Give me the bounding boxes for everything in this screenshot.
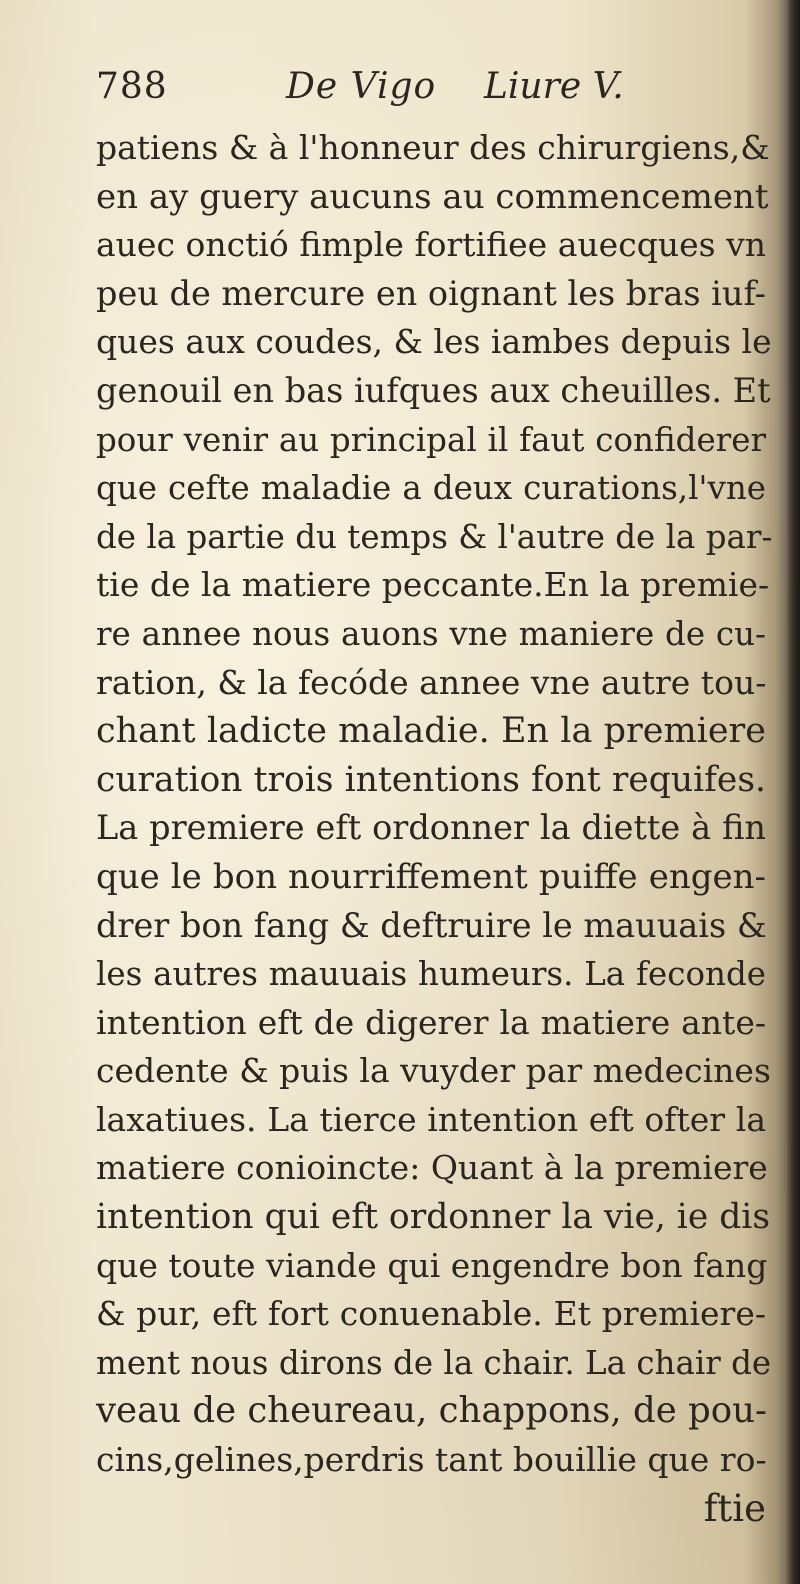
text-line: intention qui eft ordonner la vie, ie dis: [96, 1197, 771, 1238]
text-line: re annee nous auons vne maniere de cu-: [96, 614, 766, 653]
text-line: les autres mauuais humeurs. La feconde: [96, 955, 766, 994]
text-line: curation trois intentions font requifes.: [96, 759, 766, 800]
text-line: cins,gelines,perdris tant bouillie que ro-: [96, 1440, 767, 1480]
body-text: [96, 124, 772, 1533]
text-line: tie de la matiere peccante.En la premie-: [96, 565, 770, 605]
text-line: intention eft de digerer la matiere ante-: [96, 1002, 766, 1042]
text-line: que toute viande qui engendre bon fang: [96, 1245, 768, 1285]
text-line: chant ladicte maladie. En la premiere: [96, 711, 766, 752]
text-line: de la partie du temps & l'autre de la par-: [96, 517, 773, 556]
catchword: ftie: [703, 1486, 766, 1530]
running-title: De Vigo: [286, 66, 437, 107]
running-head: [96, 62, 716, 112]
text-line: ration, & la fecóde annee vne autre tou-: [96, 662, 767, 702]
text-line: laxatiues. La tierce intention eft ofter la: [96, 1099, 766, 1139]
text-line: que cefte maladie a deux curations,l'vne: [96, 469, 766, 508]
text-line: veau de cheureau, chappons, de pou-: [96, 1390, 767, 1432]
text-line: pour venir au principal il faut confiderer: [96, 420, 766, 459]
text-line: & pur, eft fort conuenable. Et premiere-: [96, 1294, 766, 1334]
text-line: drer bon fang & deftruire le mauuais &: [96, 905, 767, 945]
text-line: patiens & à l'honneur des chirurgiens,&: [96, 128, 770, 167]
page-number: 788: [96, 66, 168, 107]
text-line: genouil en bas iufques aux cheuilles. Et: [96, 370, 771, 410]
text-line: ment nous dirons de la chair. La chair de: [96, 1343, 772, 1382]
book-number: Liure V.: [484, 66, 624, 107]
page-gutter-shadow: [786, 0, 800, 1584]
text-line: cedente & puis la vuyder par medecines: [96, 1051, 771, 1091]
text-line: peu de mercure en oignant les bras iuf-: [96, 273, 766, 313]
text-line: auec onctió fimple fortifiee auecques vn: [96, 225, 766, 265]
text-line: ques aux coudes, & les iambes depuis le: [96, 322, 772, 362]
text-line: La premiere eft ordonner la diette à fin: [96, 808, 766, 848]
text-line: en ay guery aucuns au commencement: [96, 176, 769, 217]
text-line: que le bon nourriffement puiffe engen-: [96, 856, 766, 897]
text-line: matiere conioincte: Quant à la premiere: [96, 1148, 768, 1188]
